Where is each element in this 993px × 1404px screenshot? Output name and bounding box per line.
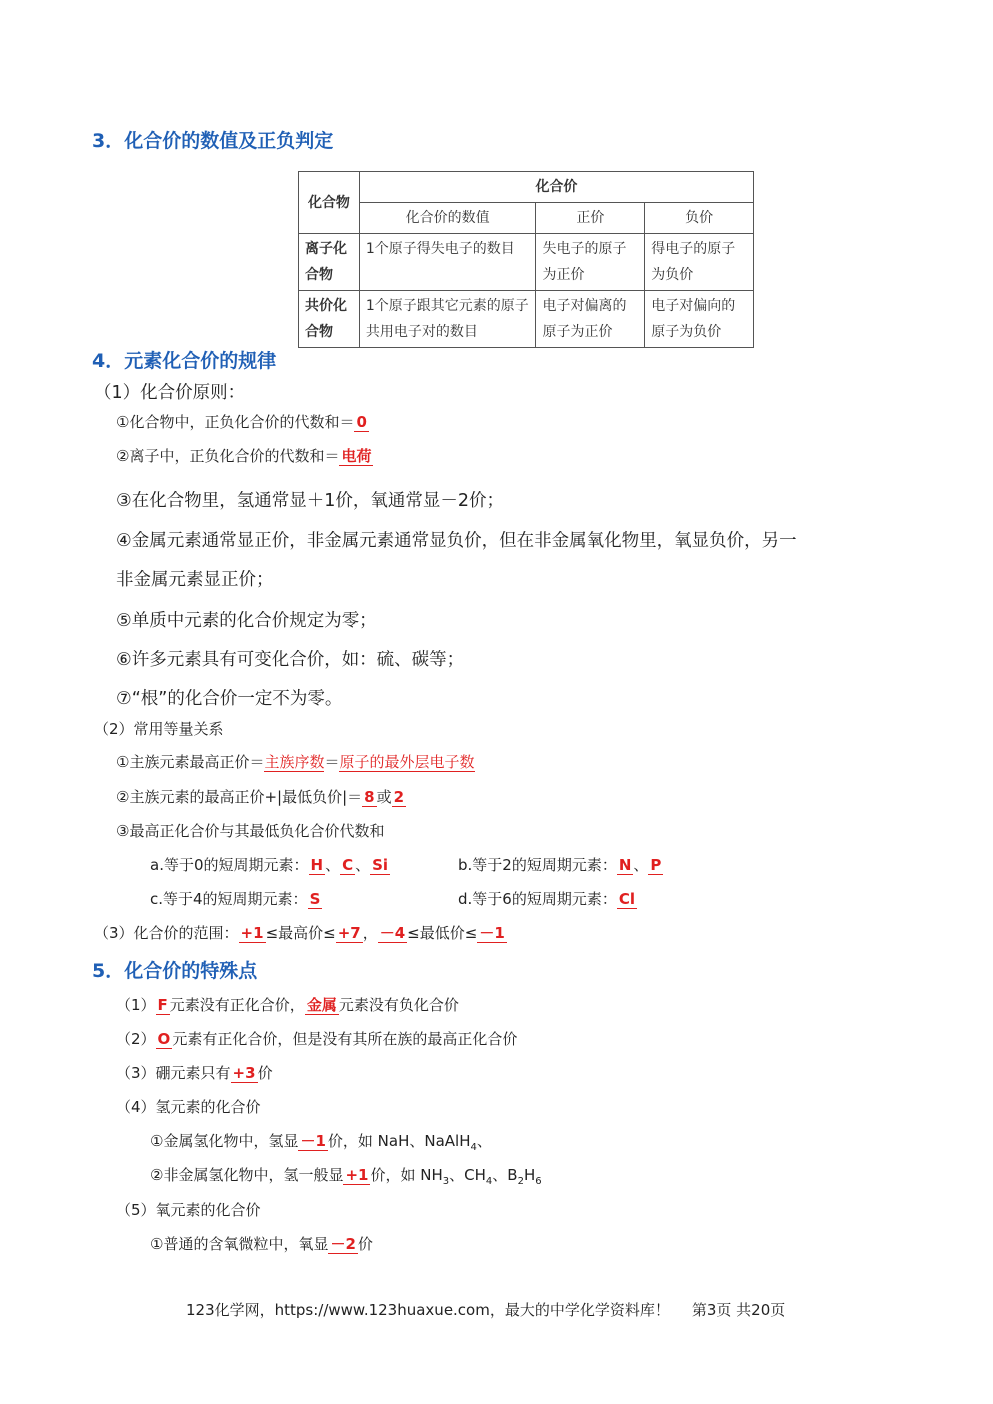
range-text: ， <box>362 924 378 942</box>
subscript: 4 <box>470 1142 477 1153</box>
relation-line <box>116 786 406 807</box>
valence-table <box>298 171 754 348</box>
special-text: 价，如 NaH、NaAlH <box>327 1132 471 1150</box>
relation-text: b.等于2的短周期元素： <box>458 856 617 874</box>
rule-line: ⑤单质中元素的化合价规定为零； <box>116 611 377 631</box>
special-text: 元素没有负化合价 <box>338 996 459 1014</box>
answer: O <box>157 1030 171 1048</box>
answer: 原子的最外层电子数 <box>339 753 475 771</box>
range-line <box>94 922 507 943</box>
answer: +1 <box>345 1166 369 1184</box>
relation-text: c.等于4的短周期元素： <box>150 890 308 908</box>
table-cell: 1个原子跟其它元素的原子共用电子对的数目 <box>359 291 536 348</box>
table-col-header: 正价 <box>536 203 645 234</box>
relation-text: ①主族元素最高正价＝ <box>116 753 265 771</box>
relation-sub <box>150 854 390 875</box>
rule-line <box>116 411 369 432</box>
answer: S <box>309 890 321 908</box>
rule-line: ④金属元素通常显正价，非金属元素通常显负价，但在非金属氧化物里，氧显负价，另一 <box>116 531 797 551</box>
rule-line: ⑥许多元素具有可变化合价，如：硫、碳等； <box>116 650 465 670</box>
separator: 、 <box>325 856 341 874</box>
answer: H <box>310 856 324 874</box>
special-text: 、 <box>476 1132 492 1150</box>
special-text: （2） <box>116 1030 156 1048</box>
relation-sub <box>458 854 663 875</box>
special-text: 价 <box>357 1235 373 1253</box>
rule-text: ②离子中，正负化合价的代数和＝ <box>116 447 340 465</box>
relation-text: ②主族元素的最高正价+|最低负价|＝ <box>116 788 363 806</box>
rule-line: 非金属元素显正价； <box>116 570 274 590</box>
special-text: H <box>523 1166 536 1184</box>
subscript: 6 <box>535 1176 542 1187</box>
page-footer <box>186 1299 785 1320</box>
special-sub <box>150 1164 542 1187</box>
rule-line: ③在化合物里，氢通常显＋1价，氧通常显－2价； <box>116 491 504 511</box>
relation-text: a.等于0的短周期元素： <box>150 856 309 874</box>
table-col-header: 化合价的数值 <box>359 203 536 234</box>
special-text: （1） <box>116 996 156 1014</box>
relation-sub <box>458 888 637 909</box>
special-text: 、CH <box>449 1166 486 1184</box>
page-number: 第3页 共20页 <box>691 1301 786 1319</box>
section-3-title: 3．化合价的数值及正负判定 <box>92 130 334 152</box>
range-text: （3）化合价的范围： <box>94 924 239 942</box>
relation-text: d.等于6的短周期元素： <box>458 890 617 908</box>
separator: 、 <box>633 856 649 874</box>
relation-text: 或 <box>376 788 392 806</box>
rule-line <box>116 445 373 466</box>
special-text: ②非金属氢化物中，氢一般显 <box>150 1166 344 1184</box>
special-line <box>116 994 459 1015</box>
special-line: （5）氧元素的化合价 <box>116 1201 261 1219</box>
table-cell: 电子对偏向的原子为负价 <box>645 291 754 348</box>
rule-text: ①化合物中，正负化合价的代数和＝ <box>116 413 355 431</box>
special-text: （3）硼元素只有 <box>116 1064 231 1082</box>
table-cell: 1个原子得失电子的数目 <box>359 234 536 291</box>
subscript: 2 <box>517 1176 524 1187</box>
special-sub <box>150 1233 373 1254</box>
answer: 电荷 <box>341 447 372 465</box>
range-text: ≤最高价≤ <box>265 924 336 942</box>
special-sub <box>150 1130 492 1153</box>
answer: 金属 <box>306 996 337 1014</box>
table-cell: 得电子的原子为负价 <box>645 234 754 291</box>
answer: N <box>618 856 632 874</box>
answer: －4 <box>379 924 406 942</box>
special-text: 元素没有正化合价， <box>169 996 305 1014</box>
subscript: 3 <box>442 1176 450 1187</box>
answer: +7 <box>337 924 361 942</box>
answer: +1 <box>240 924 264 942</box>
footer-text: 123化学网，https://www.123huaxue.com，最大的中学化学资料库！ <box>186 1301 670 1319</box>
relation-line <box>116 751 475 772</box>
answer: 0 <box>356 413 367 431</box>
table-group-header: 化合价 <box>359 172 753 203</box>
table-corner: 化合物 <box>299 172 360 234</box>
separator: 、 <box>355 856 371 874</box>
answer: 主族序数 <box>264 753 325 771</box>
answer: +3 <box>232 1064 256 1082</box>
answer: 8 <box>364 788 375 806</box>
section-5-title: 5．化合价的特殊点 <box>92 960 258 982</box>
special-text: ①金属氢化物中，氢显 <box>150 1132 299 1150</box>
special-text: 、B <box>492 1166 518 1184</box>
range-text: ≤最低价≤ <box>407 924 478 942</box>
table-col-header: 负价 <box>645 203 754 234</box>
section-4-title: 4．元素化合价的规律 <box>92 350 277 372</box>
relation-line: ③最高正化合价与其最低负化合价代数和 <box>116 822 385 840</box>
answer: －2 <box>330 1235 356 1253</box>
answer: Si <box>372 856 389 874</box>
relation-sub <box>150 888 322 909</box>
table-row <box>299 291 754 348</box>
subscript: 4 <box>485 1176 493 1187</box>
subsection-title: （2）常用等量关系 <box>94 720 224 738</box>
special-text: 价，如 NH <box>370 1166 443 1184</box>
table-row <box>299 234 754 291</box>
special-line <box>116 1062 273 1083</box>
answer: －1 <box>300 1132 326 1150</box>
answer: 2 <box>393 788 405 806</box>
table-cell: 失电子的原子为正价 <box>536 234 645 291</box>
answer: P <box>650 856 662 874</box>
special-text: ①普通的含氧微粒中，氧显 <box>150 1235 329 1253</box>
special-text: 价 <box>257 1064 273 1082</box>
answer: －1 <box>479 924 505 942</box>
rule-line: ⑦“根”的化合价一定不为零。 <box>116 689 343 709</box>
answer: Cl <box>618 890 635 908</box>
table-row-header: 共价化合物 <box>299 291 360 348</box>
table-cell: 电子对偏离的原子为正价 <box>536 291 645 348</box>
answer: C <box>342 856 354 874</box>
relation-text: ＝ <box>324 753 340 771</box>
special-line: （4）氢元素的化合价 <box>116 1098 261 1116</box>
special-line <box>116 1028 517 1049</box>
answer: F <box>157 996 168 1014</box>
table-row-header: 离子化合物 <box>299 234 360 291</box>
special-text: 元素有正化合价，但是没有其所在族的最高正化合价 <box>172 1030 518 1048</box>
subsection-title: （1）化合价原则： <box>94 383 246 403</box>
